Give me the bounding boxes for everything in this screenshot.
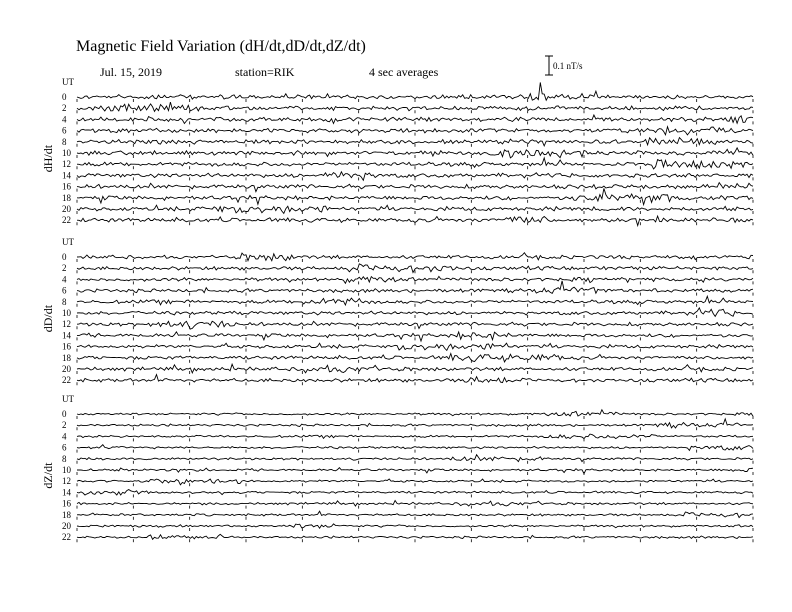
row-hour-label: 10 [62,308,71,318]
trace-line [77,490,753,496]
trace-line [77,511,753,517]
panel-dhdt [41,77,753,226]
trace-line [77,534,753,539]
row-hour-label: 0 [62,252,67,262]
row-hour-label: 20 [62,204,71,214]
date-label: Jul. 15, 2019 [100,65,163,79]
row-hour-label: 8 [62,296,67,307]
row-hour-label: 12 [62,319,71,330]
averaging-label: 4 sec averages [369,65,439,79]
trace-line [77,434,753,439]
panel-ylabel: dZ/dt [41,462,55,489]
row-hour-label: 0 [62,409,67,419]
panel-dzdt [41,394,753,542]
row-hour-label: 22 [62,532,71,543]
trace-line [77,375,753,383]
trace-line [77,524,753,528]
row-hour-label: 10 [62,465,71,475]
trace-line [77,82,753,100]
trace-line [77,419,753,428]
trace-line [77,455,753,462]
row-hour-label: 10 [62,148,71,158]
row-hour-label: 12 [62,476,71,487]
row-hour-label: 18 [62,509,71,520]
row-hour-label: 6 [62,442,67,453]
row-hour-label: 14 [62,330,71,341]
trace-line [77,445,753,451]
row-hour-label: 8 [62,136,67,147]
row-hour-label: 0 [62,92,67,102]
row-hour-label: 18 [62,192,71,203]
panel-ylabel: dH/dt [41,144,55,173]
station-label: station=RIK [235,65,295,79]
trace-line [77,296,753,305]
row-hour-label: 4 [62,114,67,125]
ut-axis-label: UT [62,237,74,247]
row-hour-label: 6 [62,125,67,136]
trace-line [77,410,753,416]
chart-title: Magnetic Field Variation (dH/dt,dD/dt,dZ/dt) [76,38,366,55]
row-hour-label: 22 [62,215,71,226]
ut-axis-label: UT [62,77,74,87]
row-hour-label: 14 [62,170,71,181]
row-hour-label: 20 [62,364,71,374]
scale-bar [545,56,553,75]
row-hour-label: 4 [62,274,67,285]
row-hour-label: 4 [62,431,67,442]
row-hour-label: 22 [62,375,71,386]
row-hour-label: 8 [62,453,67,464]
row-hour-label: 2 [62,103,67,114]
row-hour-label: 20 [62,521,71,531]
row-hour-label: 2 [62,420,67,431]
row-hour-label: 16 [62,498,71,509]
panel-ylabel: dD/dt [41,304,55,333]
trace-line [77,102,753,111]
trace-line [77,501,753,507]
row-hour-label: 12 [62,159,71,170]
row-hour-label: 6 [62,285,67,296]
row-hour-label: 16 [62,181,71,192]
panel-dddt [41,237,753,385]
ut-axis-label: UT [62,394,74,404]
row-hour-label: 2 [62,263,67,274]
row-hour-label: 14 [62,487,71,498]
row-hour-label: 18 [62,352,71,363]
row-hour-label: 16 [62,341,71,352]
scale-bar-label: 0.1 nT/s [553,61,583,71]
